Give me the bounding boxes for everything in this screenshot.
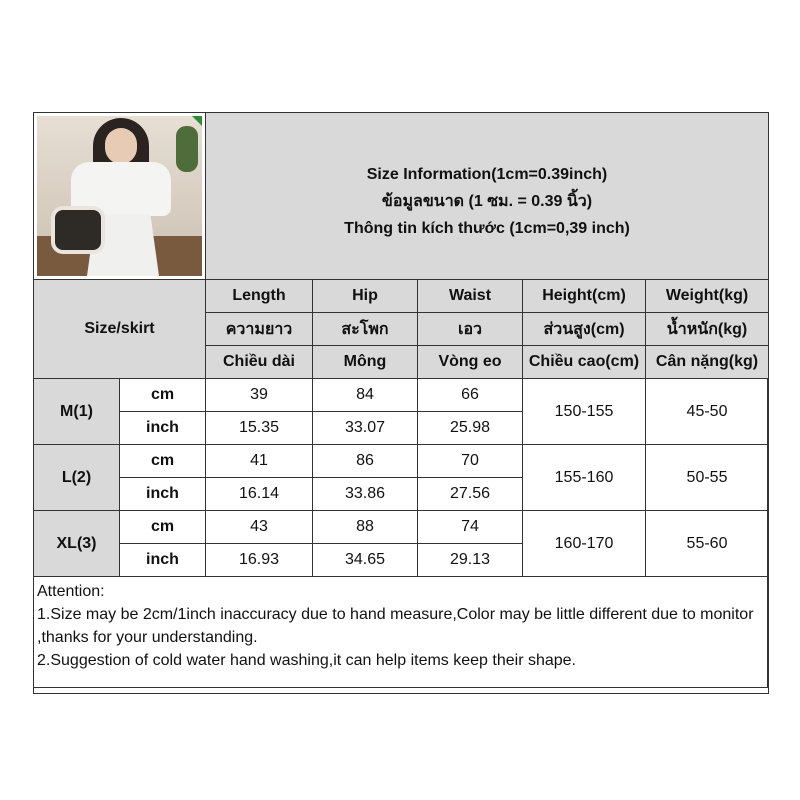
title-thai: ข้อมูลขนาด (1 ซม. = 0.39 นิ้ว) xyxy=(381,192,593,210)
length-value: 16.14 xyxy=(206,478,313,511)
col-weight-en: Weight(kg) xyxy=(646,280,769,313)
attention-note-2: 2.Suggestion of cold water hand washing,it can help items keep their shape. xyxy=(37,652,576,669)
unit-label: inch xyxy=(120,412,206,445)
col-waist-en: Waist xyxy=(418,280,523,313)
height-range: 150-155 xyxy=(523,379,646,445)
size-name: M(1) xyxy=(34,379,120,445)
attention-note-1: 1.Size may be 2cm/1inch inaccuracy due to hand measure,Color may be little different due to monitor ,thanks for your understanding. xyxy=(37,606,754,646)
col-height-en: Height(cm) xyxy=(523,280,646,313)
unit-label: inch xyxy=(120,478,206,511)
waist-value: 27.56 xyxy=(418,478,523,511)
unit-label: cm xyxy=(120,379,206,412)
size-information-title xyxy=(206,113,769,280)
attention-heading: Attention: xyxy=(37,583,105,600)
col-hip-en: Hip xyxy=(313,280,418,313)
hip-value: 33.07 xyxy=(313,412,418,445)
waist-value: 74 xyxy=(418,511,523,544)
col-height-th: ส่วนสูง(cm) xyxy=(523,313,646,346)
weight-range: 45-50 xyxy=(646,379,769,445)
title-english: Size Information(1cm=0.39inch) xyxy=(366,165,608,183)
length-value: 43 xyxy=(206,511,313,544)
header-row-english xyxy=(34,280,769,313)
hip-value: 84 xyxy=(313,379,418,412)
hip-value: 33.86 xyxy=(313,478,418,511)
col-length-en: Length xyxy=(206,280,313,313)
product-photo xyxy=(37,116,202,276)
waist-value: 70 xyxy=(418,445,523,478)
length-value: 15.35 xyxy=(206,412,313,445)
waist-value: 29.13 xyxy=(418,544,523,577)
col-height-vi: Chiều cao(cm) xyxy=(523,346,646,379)
notes-row xyxy=(34,577,769,694)
hip-value: 88 xyxy=(313,511,418,544)
col-waist-vi: Vòng eo xyxy=(418,346,523,379)
col-length-vi: Chiều dài xyxy=(206,346,313,379)
table-row xyxy=(34,445,769,478)
size-chart-table xyxy=(33,112,769,694)
size-name: L(2) xyxy=(34,445,120,511)
length-value: 39 xyxy=(206,379,313,412)
col-hip-th: สะโพก xyxy=(313,313,418,346)
size-skirt-label: Size/skirt xyxy=(34,280,206,379)
table-row xyxy=(34,511,769,544)
unit-label: inch xyxy=(120,544,206,577)
size-name: XL(3) xyxy=(34,511,120,577)
col-weight-vi: Cân nặng(kg) xyxy=(646,346,769,379)
col-hip-vi: Mông xyxy=(313,346,418,379)
waist-value: 25.98 xyxy=(418,412,523,445)
unit-label: cm xyxy=(120,511,206,544)
length-value: 16.93 xyxy=(206,544,313,577)
title-vietnamese: Thông tin kích thước (1cm=0,39 inch) xyxy=(344,219,630,237)
col-weight-th: น้ำหนัก(kg) xyxy=(646,313,769,346)
col-length-th: ความยาว xyxy=(206,313,313,346)
height-range: 160-170 xyxy=(523,511,646,577)
hip-value: 86 xyxy=(313,445,418,478)
title-row xyxy=(34,113,769,280)
weight-range: 50-55 xyxy=(646,445,769,511)
photo-cell xyxy=(34,113,206,280)
waist-value: 66 xyxy=(418,379,523,412)
height-range: 155-160 xyxy=(523,445,646,511)
hip-value: 34.65 xyxy=(313,544,418,577)
col-waist-th: เอว xyxy=(418,313,523,346)
unit-label: cm xyxy=(120,445,206,478)
length-value: 41 xyxy=(206,445,313,478)
weight-range: 55-60 xyxy=(646,511,769,577)
table-row xyxy=(34,379,769,412)
attention-notes xyxy=(34,577,769,694)
